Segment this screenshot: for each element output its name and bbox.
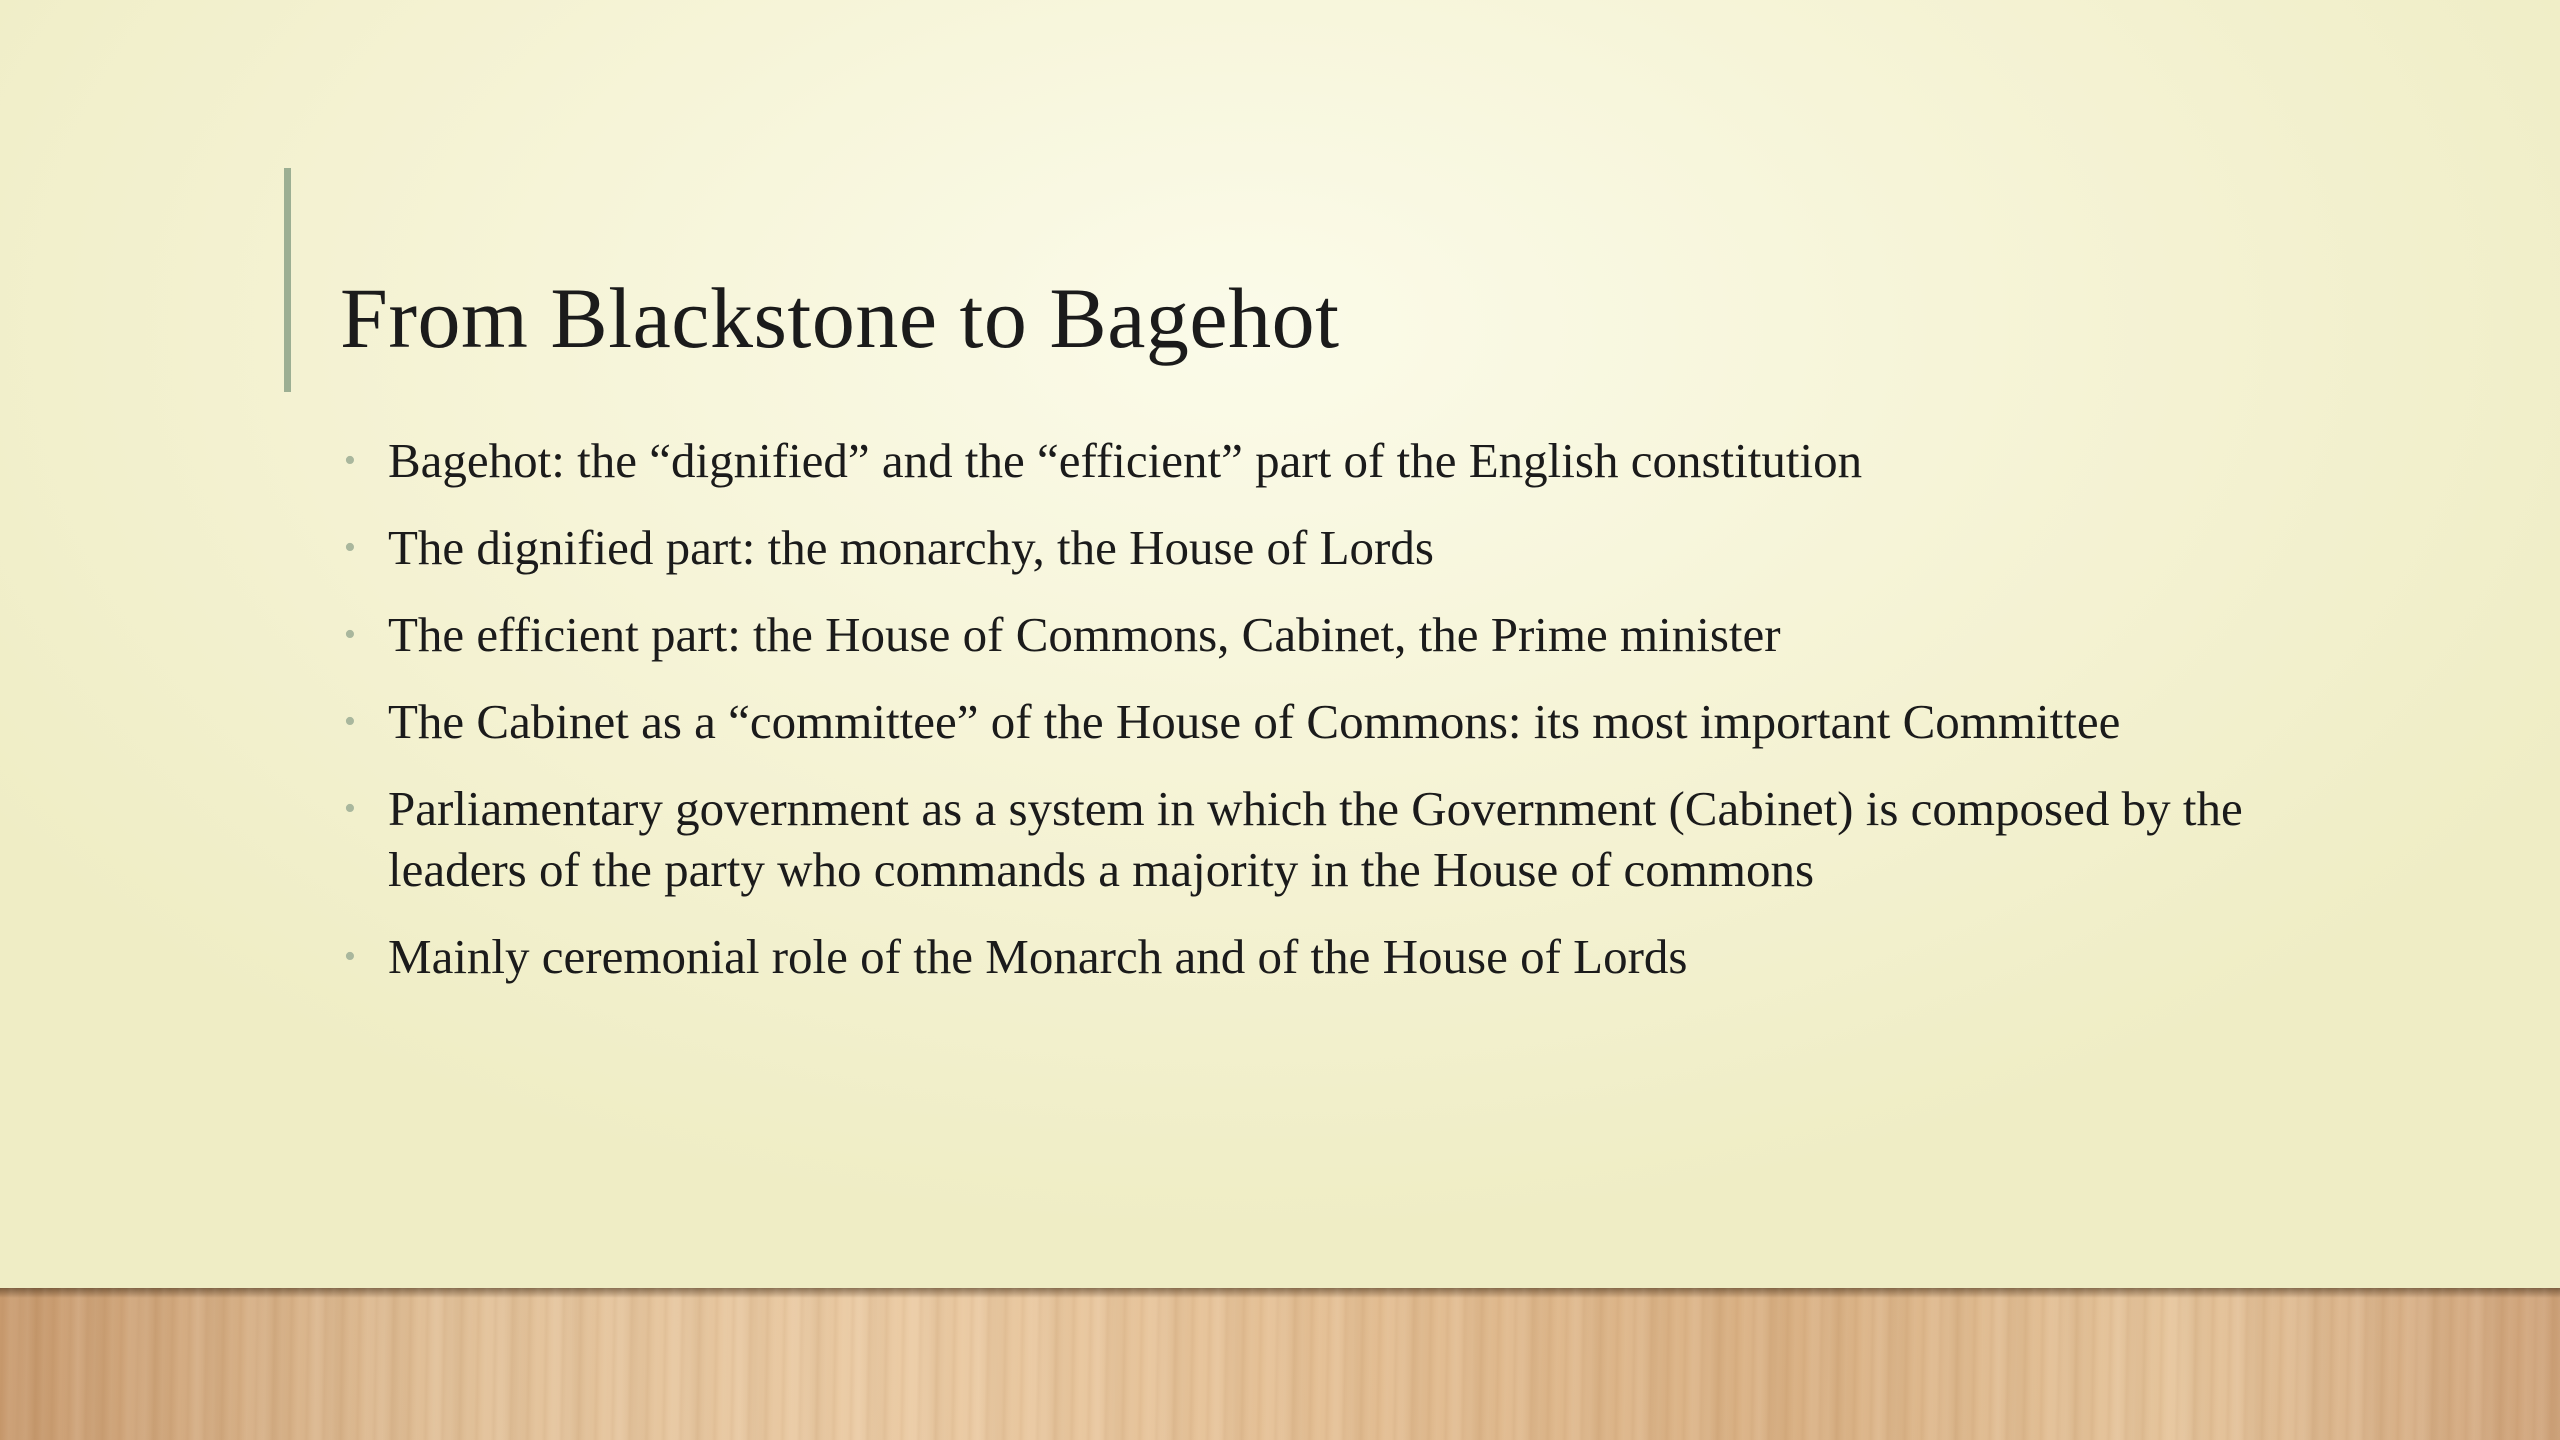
bullet-text: The Cabinet as a “committee” of the House of Commons: its most important Committee xyxy=(388,694,2121,749)
bullet-item xyxy=(340,926,2280,987)
bullet-text: The efficient part: the House of Commons, Cabinet, the Prime minister xyxy=(388,607,1781,662)
bullet-item xyxy=(340,604,2280,665)
wood-grain-texture xyxy=(0,1288,2560,1440)
bullet-list xyxy=(340,430,2280,1013)
bullet-text: Bagehot: the “dignified” and the “efficient” part of the English constitution xyxy=(388,433,1863,488)
bullet-dot-icon: • xyxy=(344,938,356,975)
bullet-dot-icon: • xyxy=(344,703,356,740)
title-accent-bar xyxy=(284,168,291,392)
bullet-text: Parliamentary government as a system in which the Government (Cabinet) is composed by the leaders of the party who commands a majority in the House of commons xyxy=(388,781,2243,897)
bullet-text: Mainly ceremonial role of the Monarch and of the House of Lords xyxy=(388,929,1688,984)
bullet-item xyxy=(340,430,2280,491)
bullet-dot-icon: • xyxy=(344,616,356,653)
bullet-dot-icon: • xyxy=(344,529,356,566)
bullet-text: The dignified part: the monarchy, the House of Lords xyxy=(388,520,1434,575)
bullet-dot-icon: • xyxy=(344,442,356,479)
bullet-item xyxy=(340,691,2280,752)
bullet-item xyxy=(340,778,2280,900)
bullet-item xyxy=(340,517,2280,578)
bullet-dot-icon: • xyxy=(344,790,356,827)
slide-title: From Blackstone to Bagehot xyxy=(340,270,1340,366)
